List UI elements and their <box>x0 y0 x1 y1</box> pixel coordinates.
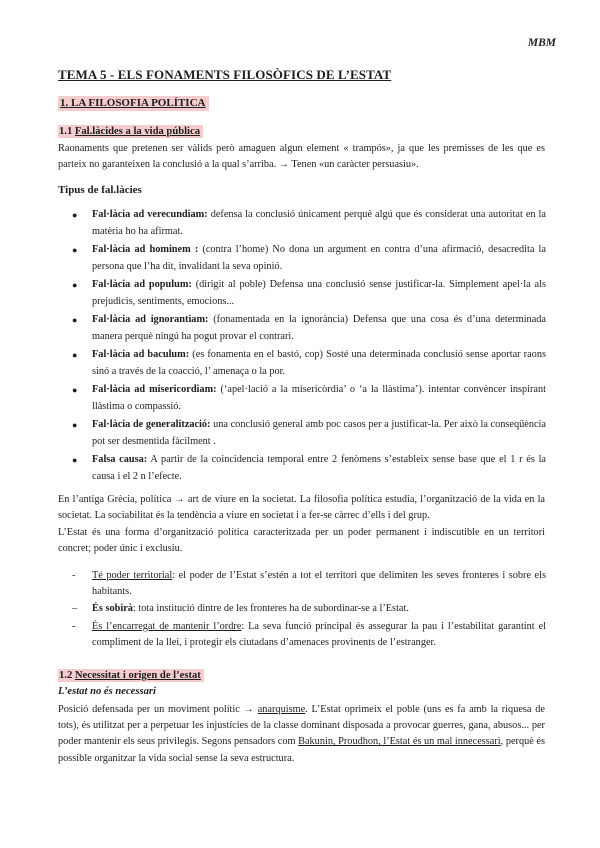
list-item: ● Fal·làcia de generalització: una conclusió general amb poc casos per a justificar-la. Per això la conseqüència pot ser desmentida fàcilment . <box>72 419 546 447</box>
list-item: – És sobirà: tota institució dintre de les fronteres ha de subordinar-se a l’Estat. <box>58 601 546 617</box>
section-heading: 1. LA FILOSOFIA POLÍTICA <box>58 96 209 111</box>
list-item: ● Fal·làcia ad misericordiam: (‘apel·lació a la misericòrdia’ o ‘a la llàstima’). intentar convèncer inspirant llàstima o compassió. <box>72 384 546 412</box>
page-title: TEMA 5 - ELS FONAMENTS FILOSÒFICS DE L’ESTAT <box>58 67 392 82</box>
author-initials: MBM <box>527 37 556 49</box>
dash-marker: - <box>72 620 76 632</box>
bullet-icon: ● <box>72 420 78 430</box>
list-item: - És l’encarregat de mantenir l’ordre: La seva funció principal és assegurar la pau i l’estabilitat garantint el compliment de la llei, i protegir els ciutadans d’amenaces provinents de l’estranger. <box>72 620 546 648</box>
intro-paragraph: Raonaments que pretenen ser vàlids però amaguen algun element « trampós», ja que les premisses de les que es parteix no garanteixen la conclusió a la qual s’arriba. → Tenen «un caràcter persuasiu». <box>58 143 545 171</box>
subsection-heading-1-1: 1.1 Fal.làcides a la vida pública <box>58 125 203 138</box>
list-item: - Té poder territorial: el poder de l’Estat s’estén a tot el territori que delimiten les seves fronteres i sobre els habitants. <box>72 570 546 598</box>
bullet-icon: ● <box>72 210 78 220</box>
dash-marker: – <box>72 603 78 615</box>
fallacy-list <box>58 207 546 487</box>
bullet-icon: ● <box>72 280 78 290</box>
list-item: ● Falsa causa: A partir de la coincidencia temporal entre 2 fenòmens s’estableix sense base que el 1 r és la causa i el 2 n l’efecte. <box>72 454 546 482</box>
dash-marker: - <box>72 570 76 581</box>
fallacy-types-heading: Tipus de fal.làcies <box>58 184 142 196</box>
bullet-icon: ● <box>72 315 78 325</box>
list-item: ● Fal·làcia ad baculum: (es fonamenta en el bastó, cop) Sosté una determinada conclusió sense aportar raons sinó a través de la coacció, l’ amenaça o la por. <box>72 349 546 377</box>
subsection-italic-heading: L’estat no és necessari <box>58 686 156 697</box>
state-definition-paragraph: L’Estat és una forma d’organització política caracteritzada per un poder permanent i indiscutible en un territori concret; poder únic i exclusiu. <box>58 527 545 555</box>
bullet-icon: ● <box>72 350 78 360</box>
list-item: ● Fal·làcia ad ignorantiam: (fonamentada en la ignorància) Defensa que una cosa és d’una determinada manera perquè ningú ha pogut provar el contrari. <box>72 314 546 342</box>
anarchism-paragraph: Posició defensada per un moviment polític → anarquisme. L’Estat oprimeix el poble (uns es fa amb la riquesa de tots), és utilitzat per a perpetuar les injustícies de la classe dominant disposada a provocar guerres, gana, abusos... per poder mantenir els seus privilegis. Segons pensadors com Bakunin, Proudhon, l’Estat és un mal innecessari, perquè és possible organitzar la vida social sense la seva estructura. <box>58 704 546 764</box>
list-item: ● Fal·làcia ad verecundiam: defensa la conclusió únicament perquè algú que és considerat una autoritat en la matèria ho ha afirmat. <box>72 209 546 237</box>
bullet-icon: ● <box>72 385 78 395</box>
subsection-heading-1-2: 1.2 Necessitat i origen de l’estat <box>58 669 204 682</box>
greece-paragraph: En l’antiga Grècia, política → art de viure en la societat. La filosofia política estudia, l’organització de la vida en la societat. La sociabilitat és la tendència a viure en societat i a fer-se càrrec d’ells i del grup. <box>58 494 545 522</box>
bullet-icon: ● <box>72 245 78 255</box>
state-features-list <box>58 568 546 652</box>
list-item: ● Fal·làcia ad populum: (dirigit al poble) Defensa una conclusió sense justificar-la. Simplement apel·la als prejudicis, sentiments, emocions... <box>72 279 546 307</box>
list-item: ● Fal·làcia ad hominem : (contra l’home) No dona un argument en contra d’una afirmació, desacredita la persona que l’ha dit, invalidant la seva opinió. <box>72 244 546 272</box>
bullet-icon: ● <box>72 455 78 465</box>
